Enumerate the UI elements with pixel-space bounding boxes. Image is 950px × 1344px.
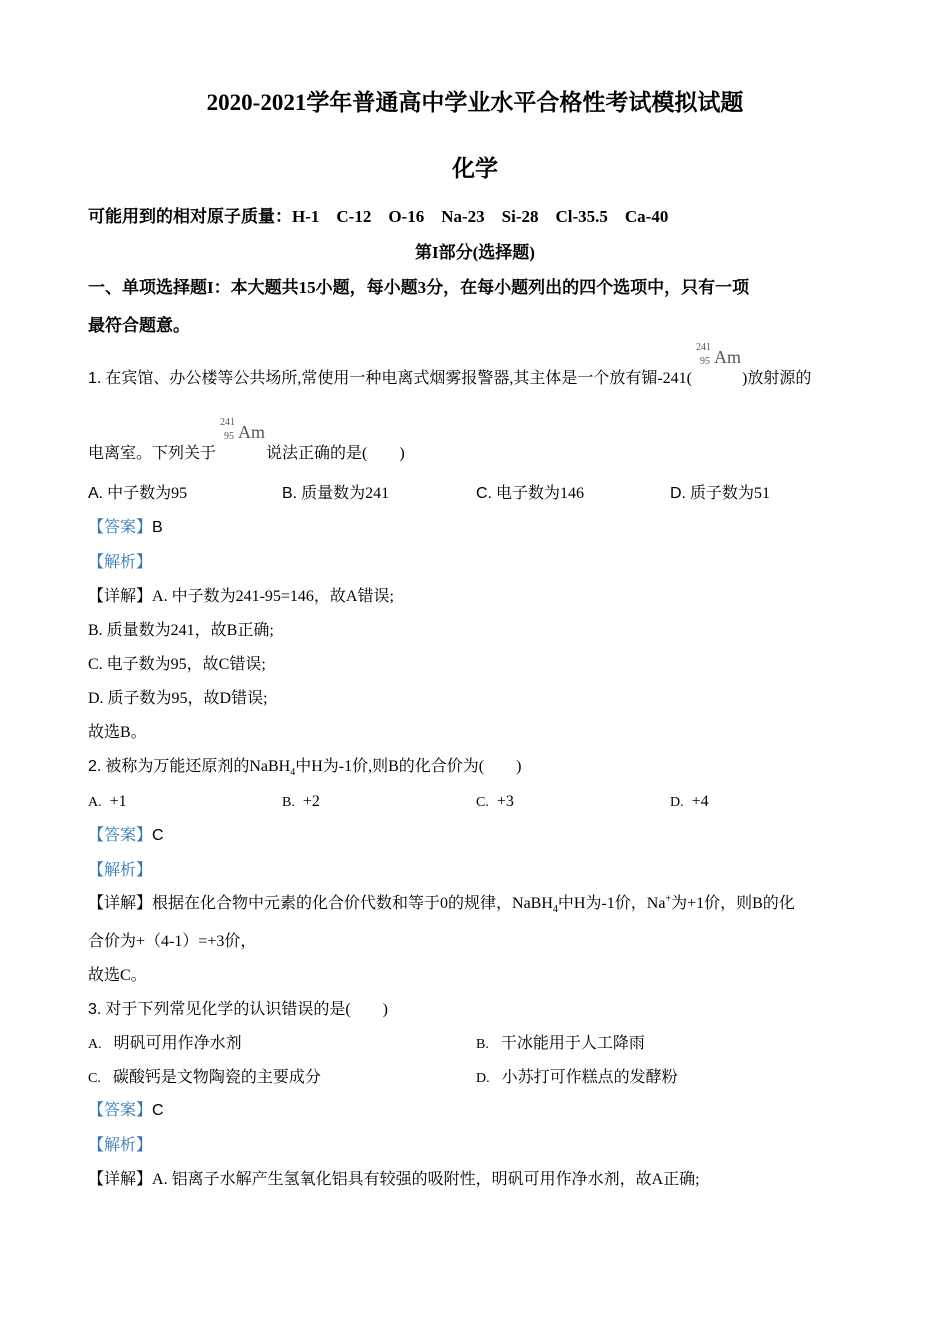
q3-detail-line1: 【详解】A. 铝离子水解产生氢氧化铝具有较强的吸附性，明矾可用作净水剂，故A正确; — [88, 1171, 700, 1188]
exam-title: 2020-2021学年普通高中学业水平合格性考试模拟试题 — [206, 90, 744, 115]
q1-detail-line5: 故选B。 — [88, 724, 147, 741]
q2-analysis-label: 【解析】 — [88, 862, 153, 879]
q1-analysis-label: 【解析】 — [88, 554, 153, 571]
q1-stem-d: 说法正确的是( ) — [266, 445, 405, 462]
q2-option-d: D. +4 — [670, 793, 709, 810]
q2-option-c: C. +3 — [476, 793, 514, 810]
q1-answer: 【答案】B — [88, 519, 163, 536]
q1-stem-line1 — [88, 342, 812, 390]
q1-detail-line4: D. 质子数为95，故D错误; — [88, 690, 268, 707]
q3-option-d: D. 小苏打可作糕点的发酵粉 — [476, 1069, 678, 1086]
q1-detail-line1: 【详解】A. 中子数为241-95=146，故A错误; — [88, 588, 394, 605]
am241-nuclide: 241 95 Am — [696, 342, 742, 367]
q1-stem-a: 在宾馆、办公楼等公共场所,常使用一种电离式烟雾报警器,其主体是一个放有镅-241( — [105, 370, 693, 387]
q2-detail-line1: 【详解】根据在化合物中元素的化合价代数和等于0的规律，NaBH$_4$中H为-1价，Na+为+1价，则B的化 — [88, 893, 795, 916]
q2-detail-line2: 合价为+（4-1）=+3价， — [88, 933, 257, 950]
q1-option-c: C. 电子数为146 — [476, 485, 585, 502]
q3-option-b: B. 干冰能用于人工降雨 — [476, 1035, 645, 1052]
q1-option-d: D. 质子数为51 — [670, 485, 771, 502]
atomic-masses: 可能用到的相对原子质量：H-1 C-12 O-16 Na-23 Si-28 Cl-35.5 Ca-40 — [88, 207, 669, 226]
q2-detail-line3: 故选C。 — [88, 967, 147, 984]
section-instruction-line2: 最符合题意。 — [88, 316, 190, 335]
q1-stem-b: )放射源的 — [742, 370, 812, 387]
q1-stem-line2 — [88, 417, 405, 465]
q3-stem: 3. 对于下列常见化学的认识错误的是( ) — [88, 1001, 389, 1018]
q1-number: 1. — [88, 370, 102, 387]
q3-option-c: C. 碳酸钙是文物陶瓷的主要成分 — [88, 1069, 321, 1086]
q2-option-b: B. +2 — [282, 793, 320, 810]
q2-answer: 【答案】C — [88, 827, 164, 844]
q2-option-a: A. +1 — [88, 793, 127, 810]
q2-stem: 2. 被称为万能还原剂的NaBH$_4$中H为-1价,则B的化合价为( ) — [88, 758, 522, 779]
q3-analysis-label: 【解析】 — [88, 1137, 153, 1154]
q1-option-a: A. 中子数为95 — [88, 485, 188, 502]
section-instruction-line1: 一、单项选择题I：本大题共15小题，每小题3分，在每小题列出的四个选项中，只有一项 — [88, 278, 750, 297]
q3-answer: 【答案】C — [88, 1102, 164, 1119]
q3-option-a: A. 明矾可用作净水剂 — [88, 1035, 242, 1052]
q1-stem-c: 电离室。下列关于 — [88, 445, 217, 462]
am241-nuclide-2: 241 95 Am — [220, 417, 266, 442]
q1-detail-line2: B. 质量数为241，故B正确; — [88, 622, 274, 639]
part-title: 第I部分(选择题) — [415, 243, 535, 262]
subject-title: 化学 — [452, 156, 498, 181]
q1-option-b: B. 质量数为241 — [282, 485, 390, 502]
q1-detail-line3: C. 电子数为95，故C错误; — [88, 656, 266, 673]
